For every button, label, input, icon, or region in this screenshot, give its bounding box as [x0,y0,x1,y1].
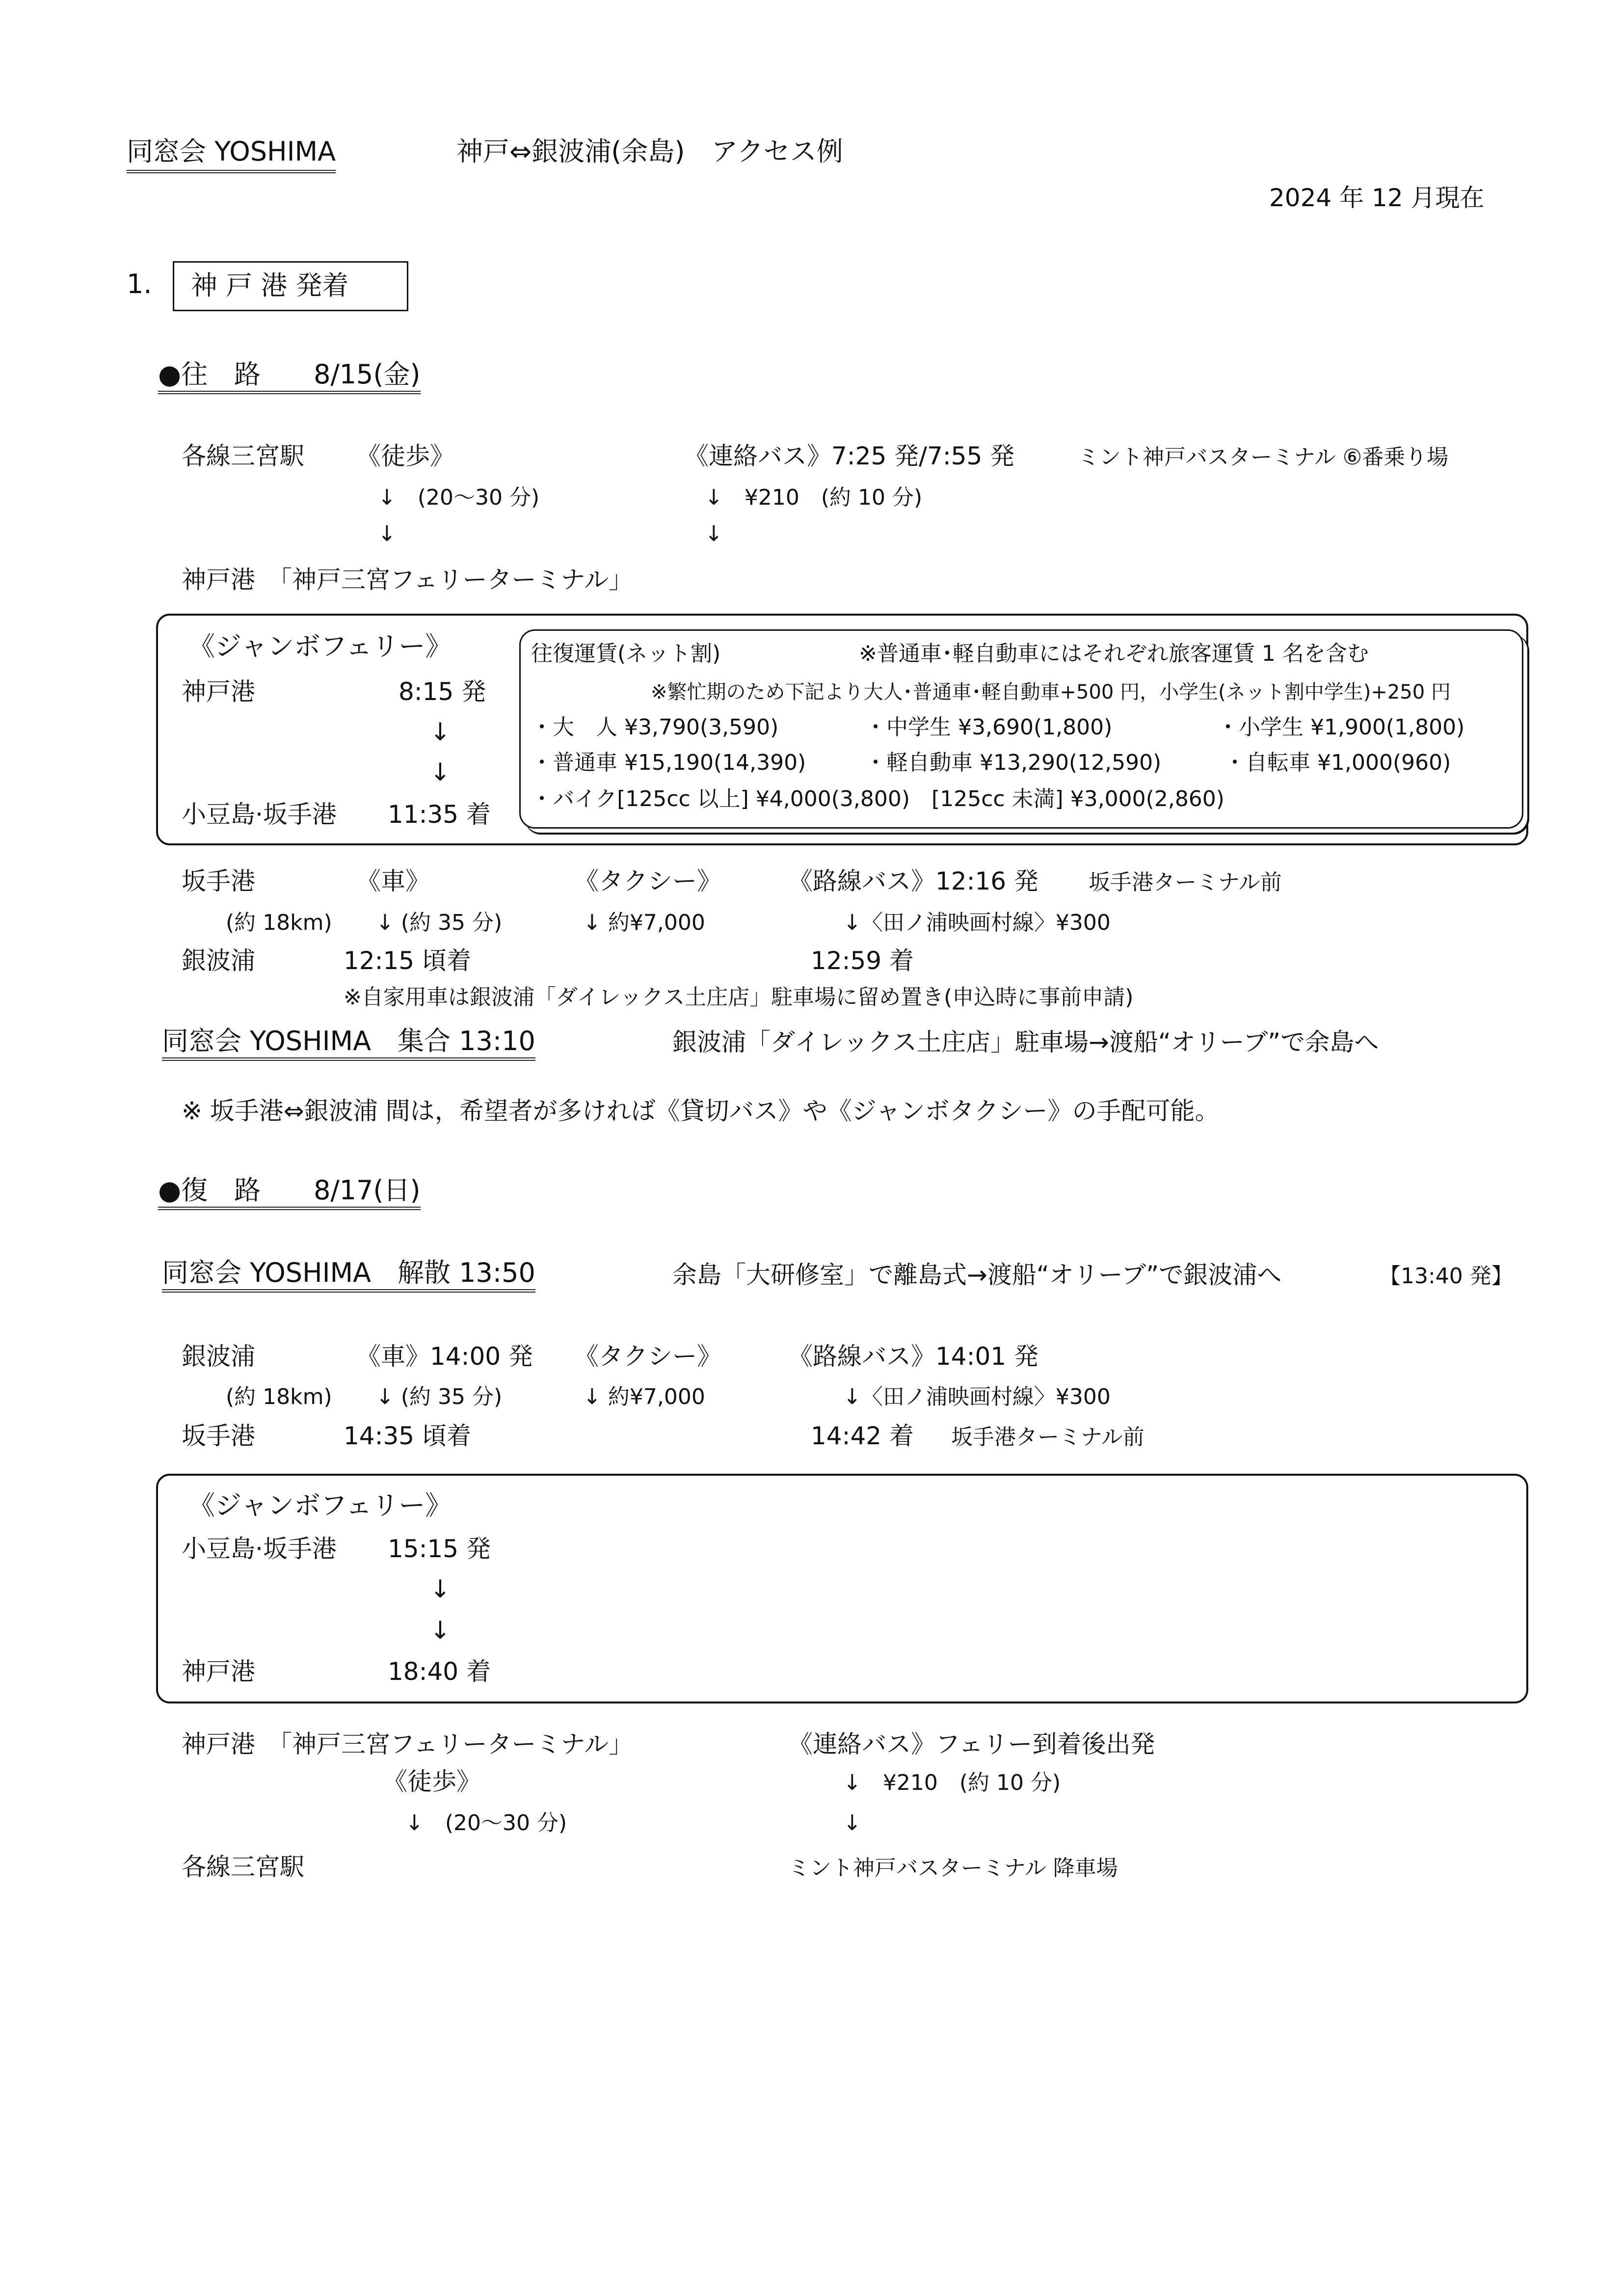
return-bus: 《連絡バス》フェリー到着後出発 [788,1730,1155,1758]
dismissal-depart: 【13:40 発】 [1379,1264,1513,1289]
return-ferry-arrow-2: ↓ [430,1616,451,1645]
dismissal-detail: 余島「大研修室」で離島式→渡船“オリーブ”で銀波浦へ [672,1261,1282,1289]
fare-note-1: ※普通車･軽自動車にはそれぞれ旅客運賃 1 名を含む [859,641,1369,666]
ferry-dep-time: 8:15 発 [399,677,486,706]
ginpa-taxi-arrow: ↓ 約¥7,000 [583,1384,705,1409]
ginpa-bus: 《路線バス》14:01 発 [788,1342,1038,1371]
walk-arrow-2: ↓ [378,521,396,546]
date-label: 2024 年 12 月現在 [1269,184,1485,212]
ginpa-distance: (約 18km) [226,1384,332,1409]
return-walk: 《徒歩》 [383,1767,481,1796]
ginpa-car-arrow: ↓ (約 35 分) [376,1384,503,1409]
bus-arrow-1: ↓ ¥210 (約 10 分) [705,485,923,510]
return-ferry-arr-time: 18:40 着 [388,1657,491,1686]
sakate-bus-arrow: ↓〈田ノ浦映画村線〉¥300 [843,910,1111,935]
sakate-from: 坂手港 [182,867,255,895]
org-name: 同窓会 YOSHIMA [127,138,336,173]
car-parking-note: ※自家用車は銀波浦「ダイレックス土庄店」駐車場に留め置き(申込時に事前申請) [344,985,1134,1010]
section-number: 1. [127,269,152,299]
fare-light-car: ・軽自動車 ¥13,290(12,590) [865,750,1162,775]
port-line: 神戸港 「神戸三宮フェリーターミナル」 [182,566,633,594]
ferry-arr-time: 11:35 着 [388,800,491,829]
return-ferry-arrow-1: ↓ [430,1575,451,1603]
ginpa-to: 坂手港 [182,1422,255,1450]
return-to: 各線三宮駅 [182,1853,304,1881]
bus-arrow-2: ↓ [705,521,723,546]
return-ferry-arr-port: 神戸港 [182,1657,255,1686]
sakate-to: 銀波浦 [182,946,255,975]
sakate-bus: 《路線バス》12:16 発 [788,867,1038,895]
ferry-arrow-2: ↓ [430,758,451,786]
fare-title: 往復運賃(ネット割) [531,641,721,666]
return-heading: ●復 路 8/17(日) [158,1177,421,1210]
sakate-distance: (約 18km) [226,910,332,935]
ginpa-bus-arrow: ↓〈田ノ浦映画村線〉¥300 [843,1384,1111,1409]
ferry-arr-port: 小豆島·坂手港 [182,800,337,829]
ginpa-bus-stop: 坂手港ターミナル前 [951,1425,1144,1450]
fare-bicycle: ・自転車 ¥1,000(960) [1224,750,1451,775]
section-label: 神 戸 港 発着 [191,270,349,301]
assembly-time: 同窓会 YOSHIMA 集合 13:10 [162,1028,535,1061]
ginpa-car: 《車》14:00 発 [356,1342,533,1371]
fare-bike: ・バイク[125cc 以上] ¥4,000(3,800) [125cc 未満] ¥3,000(2,860) [531,786,1224,811]
sakate-taxi: 《タクシー》 [574,867,721,895]
return-ferry-dep-port: 小豆島·坂手港 [182,1535,337,1563]
return-ferry-dep-time: 15:15 発 [388,1535,491,1563]
return-bus-stop: ミント神戸バスターミナル 降車場 [788,1856,1118,1881]
bus-stop: ミント神戸バスターミナル ⑥番乗り場 [1078,445,1449,470]
dismissal-time: 同窓会 YOSHIMA 解散 13:50 [162,1260,535,1293]
return-bus-arrow-1: ↓ ¥210 (約 10 分) [843,1770,1061,1795]
fare-junior: ・中学生 ¥3,690(1,800) [865,715,1113,740]
section-label-box [173,261,408,311]
walk-arrow-1: ↓ (20～30 分) [378,485,540,510]
page-title: 神戸⇔銀波浦(余島) アクセス例 [456,136,843,167]
walk-mode: 《徒歩》 [356,442,454,470]
return-walk-arrow: ↓ (20～30 分) [405,1810,567,1836]
ginpa-taxi: 《タクシー》 [574,1342,721,1371]
return-ferry-name: 《ジャンボフェリー》 [188,1490,452,1521]
sakate-car-time: 12:15 頃着 [344,946,471,975]
sakate-bus-stop: 坂手港ターミナル前 [1089,870,1282,895]
outbound-heading: ●往 路 8/15(金) [158,361,421,394]
return-bus-arrow-2: ↓ [843,1810,861,1836]
sakate-car-arrow: ↓ (約 35 分) [376,910,503,935]
ferry-dep-port: 神戸港 [182,677,255,706]
ginpa-car-time: 14:35 頃着 [344,1422,471,1450]
sakate-car: 《車》 [356,867,430,895]
assembly-detail: 銀波浦「ダイレックス土庄店」駐車場→渡船“オリーブ”で余島へ [672,1028,1379,1056]
bus-mode: 《連絡バス》7:25 発/7:55 発 [684,442,1015,470]
sakate-bus-time: 12:59 着 [811,946,914,975]
fare-adult: ・大 人 ¥3,790(3,590) [531,715,779,740]
sakate-taxi-arrow: ↓ 約¥7,000 [583,910,705,935]
ferry-name: 《ジャンボフェリー》 [188,631,452,662]
fare-car: ・普通車 ¥15,190(14,390) [531,750,806,775]
return-port-line: 神戸港 「神戸三宮フェリーターミナル」 [182,1730,633,1758]
ferry-arrow-1: ↓ [430,718,451,746]
fare-child: ・小学生 ¥1,900(1,800) [1217,715,1465,740]
ginpa-from: 銀波浦 [182,1342,255,1371]
fare-note-2: ※繁忙期のため下記より大人･普通車･軽自動車+500 円，小学生(ネット割中学生)+250 円 [651,681,1451,703]
charter-note: ※ 坂手港⇔銀波浦 間は，希望者が多ければ《貸切バス》や《ジャンボタクシー》の手配可能。 [182,1097,1220,1125]
ginpa-bus-time: 14:42 着 [811,1422,914,1450]
walk-from: 各線三宮駅 [182,442,304,470]
